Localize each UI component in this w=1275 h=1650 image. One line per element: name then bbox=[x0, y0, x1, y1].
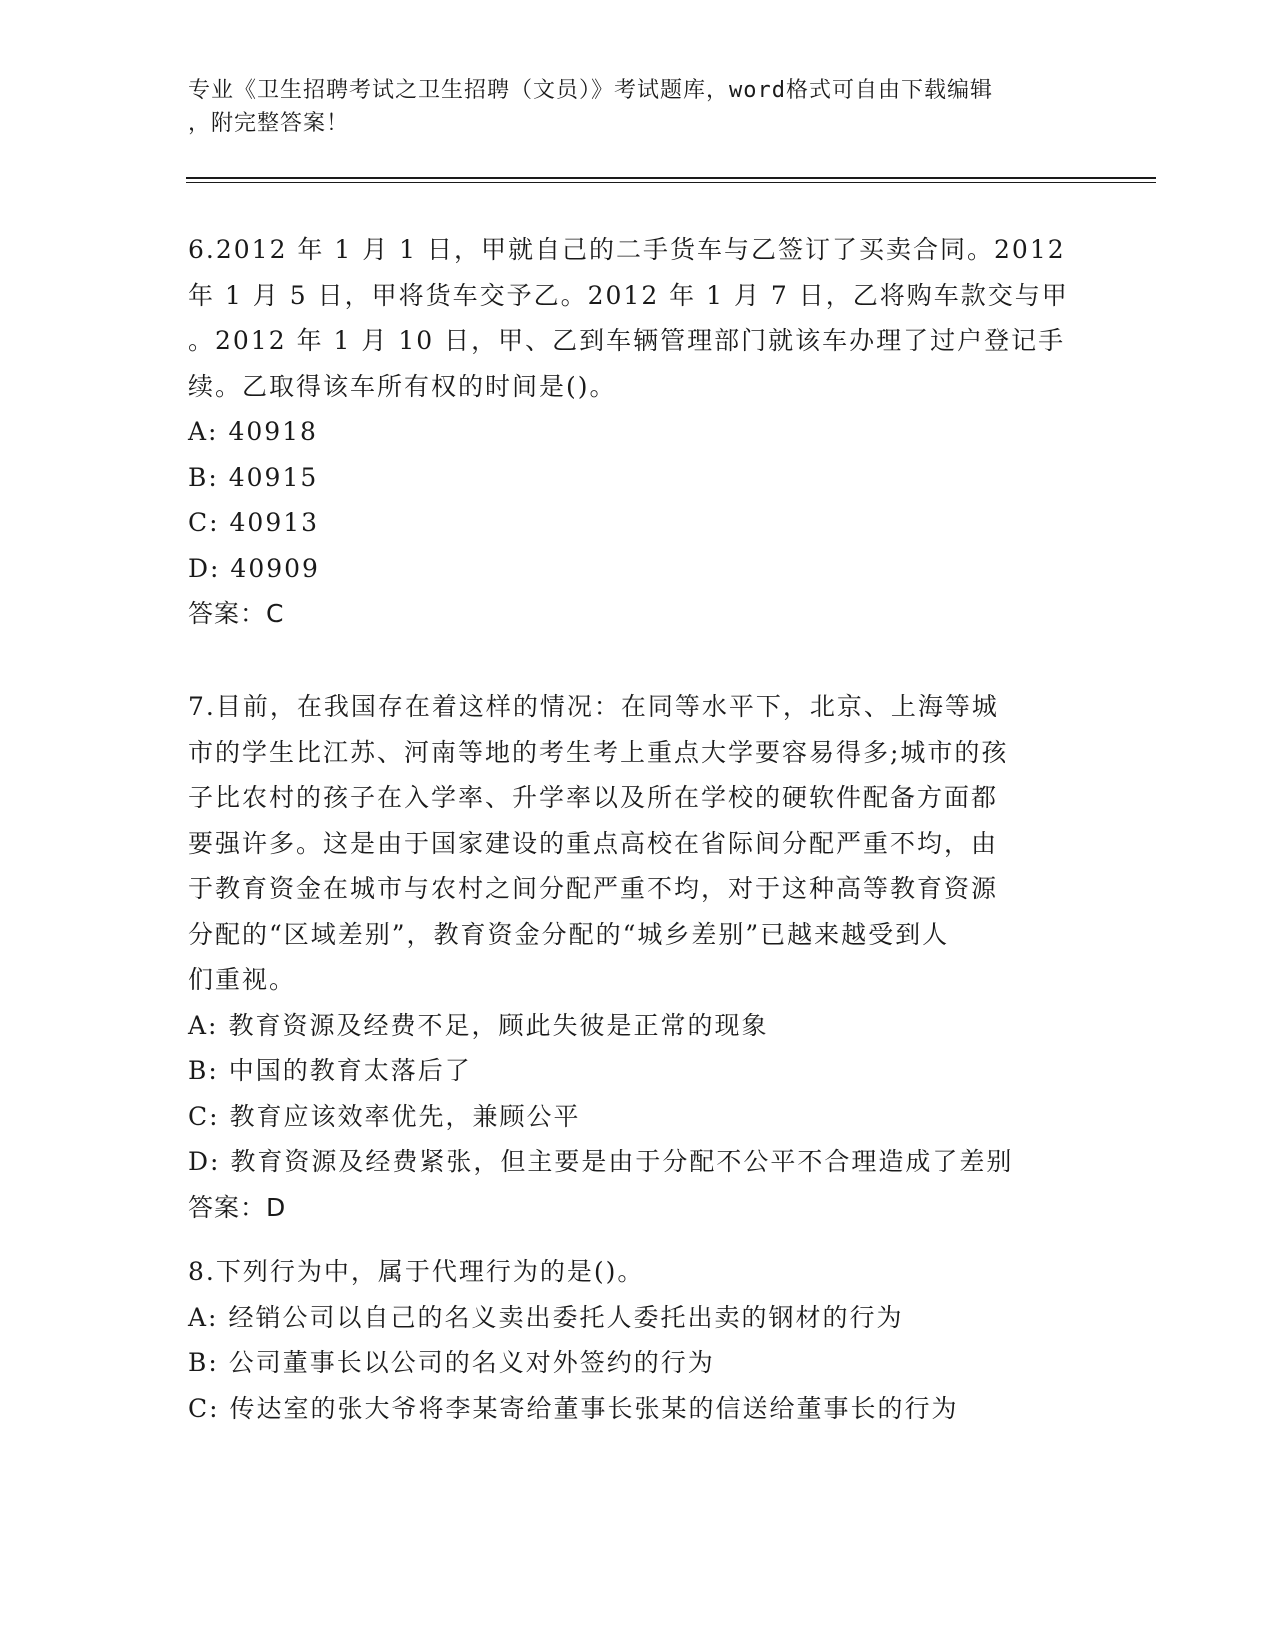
question-block bbox=[188, 227, 1088, 637]
question-text-line: 分配的“区域差别”，教育资金分配的“城乡差别”已越来越受到人 bbox=[188, 919, 950, 949]
header-divider bbox=[186, 177, 1156, 179]
question-text-line: 6.2012 年 1 月 1 日，甲就自己的二手货车与乙签订了买卖合同。2012 bbox=[188, 235, 1066, 264]
option-item bbox=[188, 409, 1088, 455]
option-label: C: bbox=[188, 508, 220, 537]
option-item bbox=[188, 500, 1088, 546]
option-text: 40918 bbox=[228, 417, 318, 446]
question-block bbox=[188, 1249, 1088, 1431]
header-line: ，附完整答案！ bbox=[188, 111, 350, 136]
option-text: 教育资源及经费紧张，但主要是由于分配不公平不合理造成了差别 bbox=[230, 1147, 1014, 1176]
option-label: A: bbox=[188, 1010, 219, 1040]
option-label: A: bbox=[188, 1302, 219, 1332]
question-text-line: 要强许多。这是由于国家建设的重点高校在省际间分配严重不均，由 bbox=[188, 828, 999, 858]
answer-line: 答案：C bbox=[188, 599, 285, 628]
question-text-line: 于教育资金在城市与农村之间分配严重不均，对于这种高等教育资源 bbox=[188, 874, 999, 903]
document-header bbox=[188, 74, 1088, 140]
option-item bbox=[188, 1094, 1088, 1140]
option-text: 传达室的张大爷将李某寄给董事长张某的信送给董事长的行为 bbox=[229, 1393, 959, 1423]
header-line: 专业《卫生招聘考试之卫生招聘（文员）》考试题库，word格式可自由下载编辑 bbox=[188, 78, 993, 103]
option-text: 经销公司以自己的名义卖出委托人委托出卖的钢材的行为 bbox=[228, 1302, 904, 1332]
question-text-line: 7.目前，在我国存在着这样的情况：在同等水平下，北京、上海等城 bbox=[188, 692, 999, 721]
question-text-line: 们重视。 bbox=[188, 965, 297, 994]
option-item bbox=[188, 1139, 1088, 1185]
question-text-line: 。2012 年 1 月 10 日，甲、乙到车辆管理部门就该车办理了过户登记手 bbox=[188, 326, 1066, 355]
option-label: D: bbox=[188, 1147, 221, 1176]
option-text: 40915 bbox=[228, 462, 319, 492]
option-item bbox=[188, 1295, 1088, 1341]
option-item bbox=[188, 546, 1088, 592]
option-text: 教育应该效率优先，兼顾公平 bbox=[229, 1101, 581, 1131]
option-label: C: bbox=[188, 1101, 220, 1131]
option-item bbox=[188, 1386, 1088, 1432]
option-label: A: bbox=[188, 417, 219, 446]
option-text: 中国的教育太落后了 bbox=[228, 1056, 472, 1085]
option-label: D: bbox=[188, 553, 221, 583]
option-text: 公司董事长以公司的名义对外签约的行为 bbox=[228, 1348, 715, 1377]
question-text-line: 市的学生比江苏、河南等地的考生考上重点大学要容易得多;城市的孩 bbox=[188, 737, 1009, 767]
option-label: C: bbox=[188, 1393, 220, 1423]
question-text-line: 续。乙取得该车所有权的时间是()。 bbox=[188, 371, 617, 401]
answer-line: 答案：D bbox=[188, 1192, 287, 1222]
option-item bbox=[188, 1003, 1088, 1049]
header-divider bbox=[186, 182, 1156, 183]
question-text-line: 年 1 月 5 日，甲将货车交予乙。2012 年 1 月 7 日，乙将购车款交与甲 bbox=[188, 280, 1069, 310]
question-text-line: 8.下列行为中，属于代理行为的是()。 bbox=[188, 1257, 645, 1286]
option-text: 教育资源及经费不足，顾此失彼是正常的现象 bbox=[228, 1010, 769, 1040]
option-label: B: bbox=[188, 1348, 219, 1377]
option-text: 40913 bbox=[229, 508, 320, 537]
option-label: B: bbox=[188, 1056, 219, 1085]
option-text: 40909 bbox=[230, 553, 320, 583]
question-text-line: 子比农村的孩子在入学率、升学率以及所在学校的硬软件配备方面都 bbox=[188, 783, 999, 812]
option-item bbox=[188, 455, 1088, 501]
option-label: B: bbox=[188, 462, 219, 492]
option-item bbox=[188, 1048, 1088, 1094]
question-block bbox=[188, 684, 1088, 1230]
option-item bbox=[188, 1340, 1088, 1386]
